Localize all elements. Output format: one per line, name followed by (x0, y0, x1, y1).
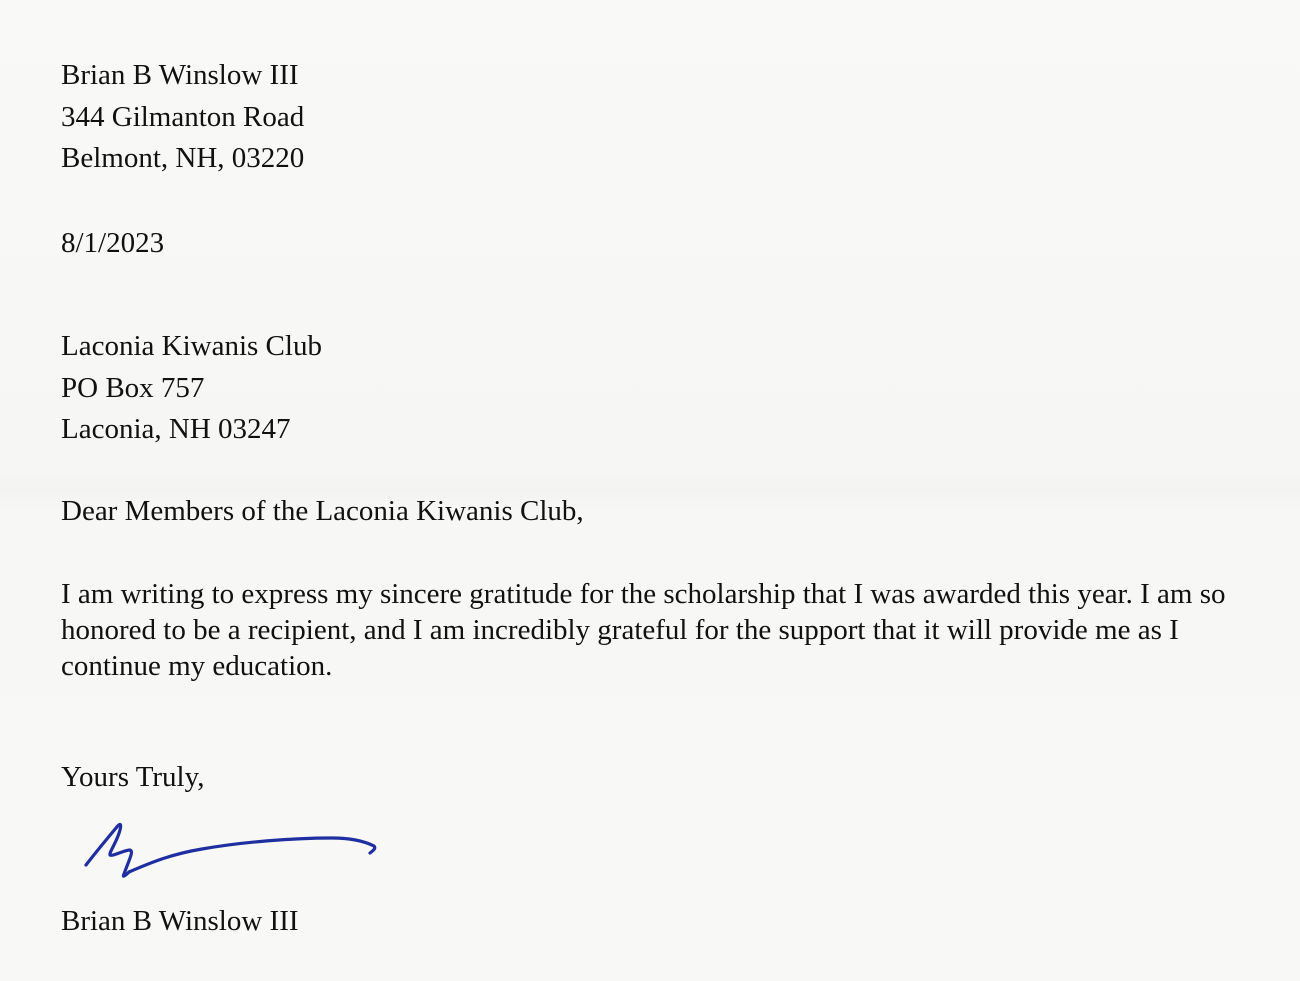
letter-date: 8/1/2023 (61, 227, 165, 259)
sender-street: 344 Gilmanton Road (61, 101, 305, 133)
closing: Yours Truly, (61, 761, 205, 793)
sender-name: Brian B Winslow III (61, 59, 299, 91)
salutation: Dear Members of the Laconia Kiwanis Club, (61, 495, 584, 527)
recipient-po-box: PO Box 757 (61, 372, 205, 404)
sender-city-state-zip: Belmont, NH, 03220 (61, 142, 305, 174)
body-paragraph: I am writing to express my sincere gratitude for the scholarship that I was awarded this year. I am so honored to be a recipient, and I am incredibly grateful for the support that it will provide me as I continue my education. (61, 578, 1226, 682)
recipient-city-state-zip: Laconia, NH 03247 (61, 413, 291, 445)
signature-mark (82, 800, 382, 890)
recipient-name: Laconia Kiwanis Club (61, 330, 322, 362)
signed-name: Brian B Winslow III (61, 905, 299, 937)
